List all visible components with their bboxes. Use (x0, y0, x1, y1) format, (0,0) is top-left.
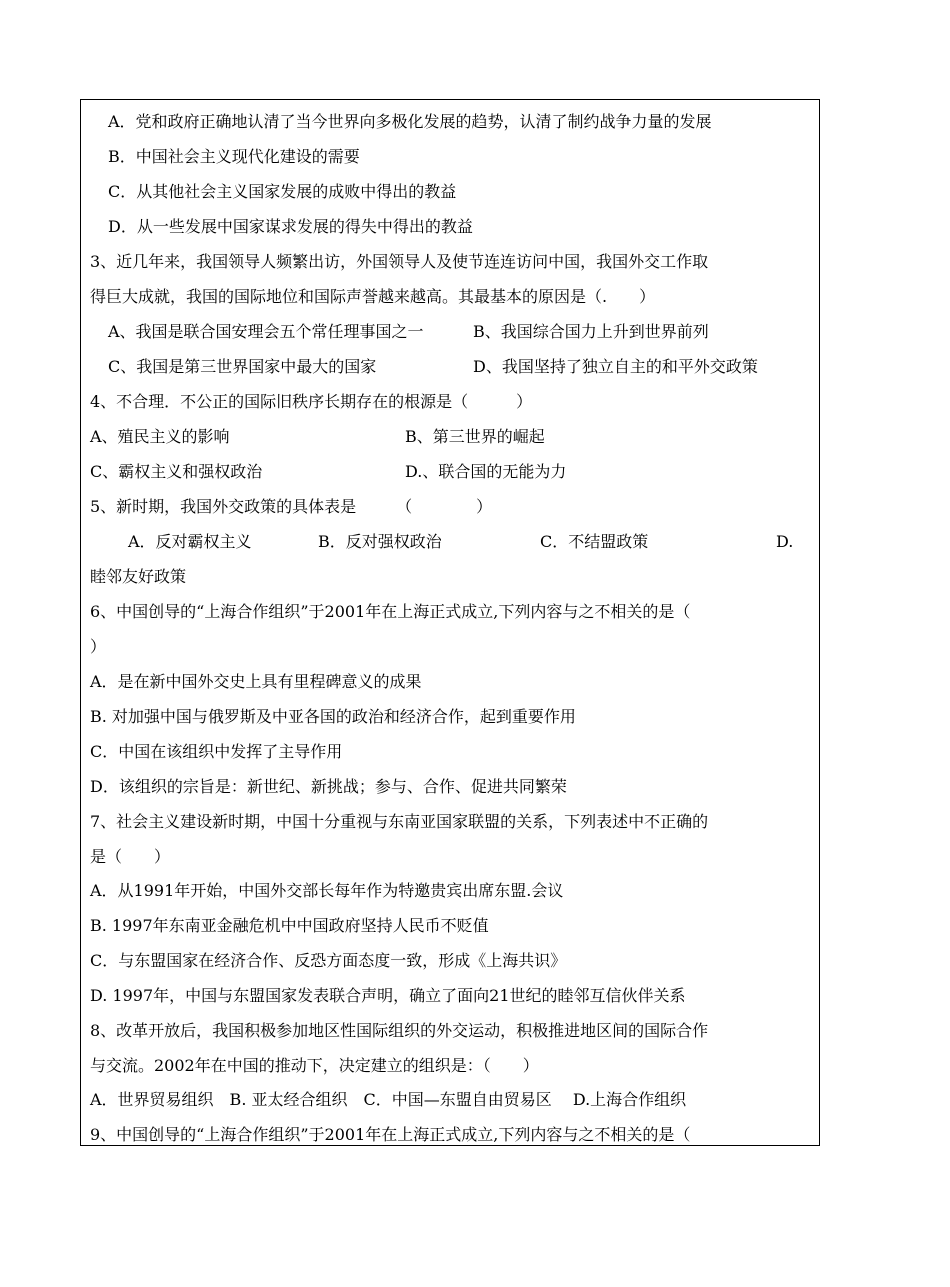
q4-option-d: D.、联合国的无能为力 (405, 462, 567, 481)
q7-stem-line1: 7、社会主义建设新时期，中国十分重视与东南亚国家联盟的关系，下列表述中不正确的 (90, 812, 709, 831)
q6-stem-line2: ） (90, 637, 107, 656)
q8-stem-line2: 与交流。2002年在中国的推动下，决定建立的组织是：（ ） (90, 1056, 539, 1075)
q3-option-d: D、我国坚持了独立自主的和平外交政策 (473, 357, 758, 376)
q2-option-c: C．从其他社会主义国家发展的成败中得出的教益 (108, 182, 457, 201)
q4-option-c: C、霸权主义和强权政治 (90, 462, 263, 481)
q8-options: A．世界贸易组织 B. 亚太经合组织 C．中国—东盟自由贸易区 D.上海合作组织 (90, 1090, 687, 1109)
q2-option-d: D．从一些发展中国家谋求发展的得失中得出的教益 (108, 217, 473, 236)
q3-stem-line2: 得巨大成就，我国的国际地位和国际声誉越来越高。其最基本的原因是（. ） (90, 287, 656, 306)
q2-option-a: A．党和政府正确地认清了当今世界向多极化发展的趋势，认清了制约战争力量的发展 (108, 112, 712, 131)
q4-option-b: B、第三世界的崛起 (405, 427, 545, 446)
q6-option-b: B. 对加强中国与俄罗斯及中亚各国的政治和经济合作，起到重要作用 (90, 707, 576, 726)
q8-stem-line1: 8、改革开放后，我国积极参加地区性国际组织的外交运动，积极推进地区间的国际合作 (90, 1021, 709, 1040)
q7-option-b: B. 1997年东南亚金融危机中中国政府坚持人民币不贬值 (90, 916, 489, 935)
q7-option-a: A．从1991年开始，中国外交部长每年作为特邀贵宾出席东盟.会议 (90, 881, 564, 900)
q5-option-c: C．不结盟政策 (540, 532, 649, 551)
q5-option-d-text: 睦邻友好政策 (90, 567, 187, 586)
q9-stem-line1: 9、中国创导的“上海合作组织”于2001年在上海正式成立,下列内容与之不相关的是（ (90, 1125, 691, 1144)
q6-option-a: A．是在新中国外交史上具有里程碑意义的成果 (90, 672, 422, 691)
q6-option-d: D．该组织的宗旨是：新世纪、新挑战；参与、合作、促进共同繁荣 (90, 777, 567, 796)
q7-stem-line2: 是（ ） (90, 847, 171, 866)
q3-stem-line1: 3、近几年来，我国领导人频繁出访，外国领导人及使节连连访问中国，我国外交工作取 (90, 252, 709, 271)
q5-option-d-label: D. (776, 532, 794, 551)
q3-option-b: B、我国综合国力上升到世界前列 (473, 322, 709, 341)
q4-option-a: A、殖民主义的影响 (90, 427, 230, 446)
q2-option-b: B．中国社会主义现代化建设的需要 (108, 147, 360, 166)
q3-option-c: C、我国是第三世界国家中最大的国家 (108, 357, 377, 376)
q4-stem: 4、不合理．不公正的国际旧秩序长期存在的根源是（ ） (90, 392, 533, 411)
q5-option-b: B．反对强权政治 (318, 532, 442, 551)
q3-option-a: A、我国是联合国安理会五个常任理事国之一 (108, 322, 424, 341)
q6-option-c: C．中国在该组织中发挥了主导作用 (90, 742, 343, 761)
q5-stem: 5、新时期，我国外交政策的具体表是 （ ） (90, 497, 493, 516)
q5-option-a: A．反对霸权主义 (128, 532, 252, 551)
q7-option-c: C．与东盟国家在经济合作、反恐方面态度一致，形成《上海共识》 (90, 951, 567, 970)
q7-option-d: D. 1997年，中国与东盟国家发表联合声明，确立了面向21世纪的睦邻互信伙伴关系 (90, 986, 686, 1005)
q6-stem-line1: 6、中国创导的“上海合作组织”于2001年在上海正式成立,下列内容与之不相关的是（ (90, 602, 691, 621)
